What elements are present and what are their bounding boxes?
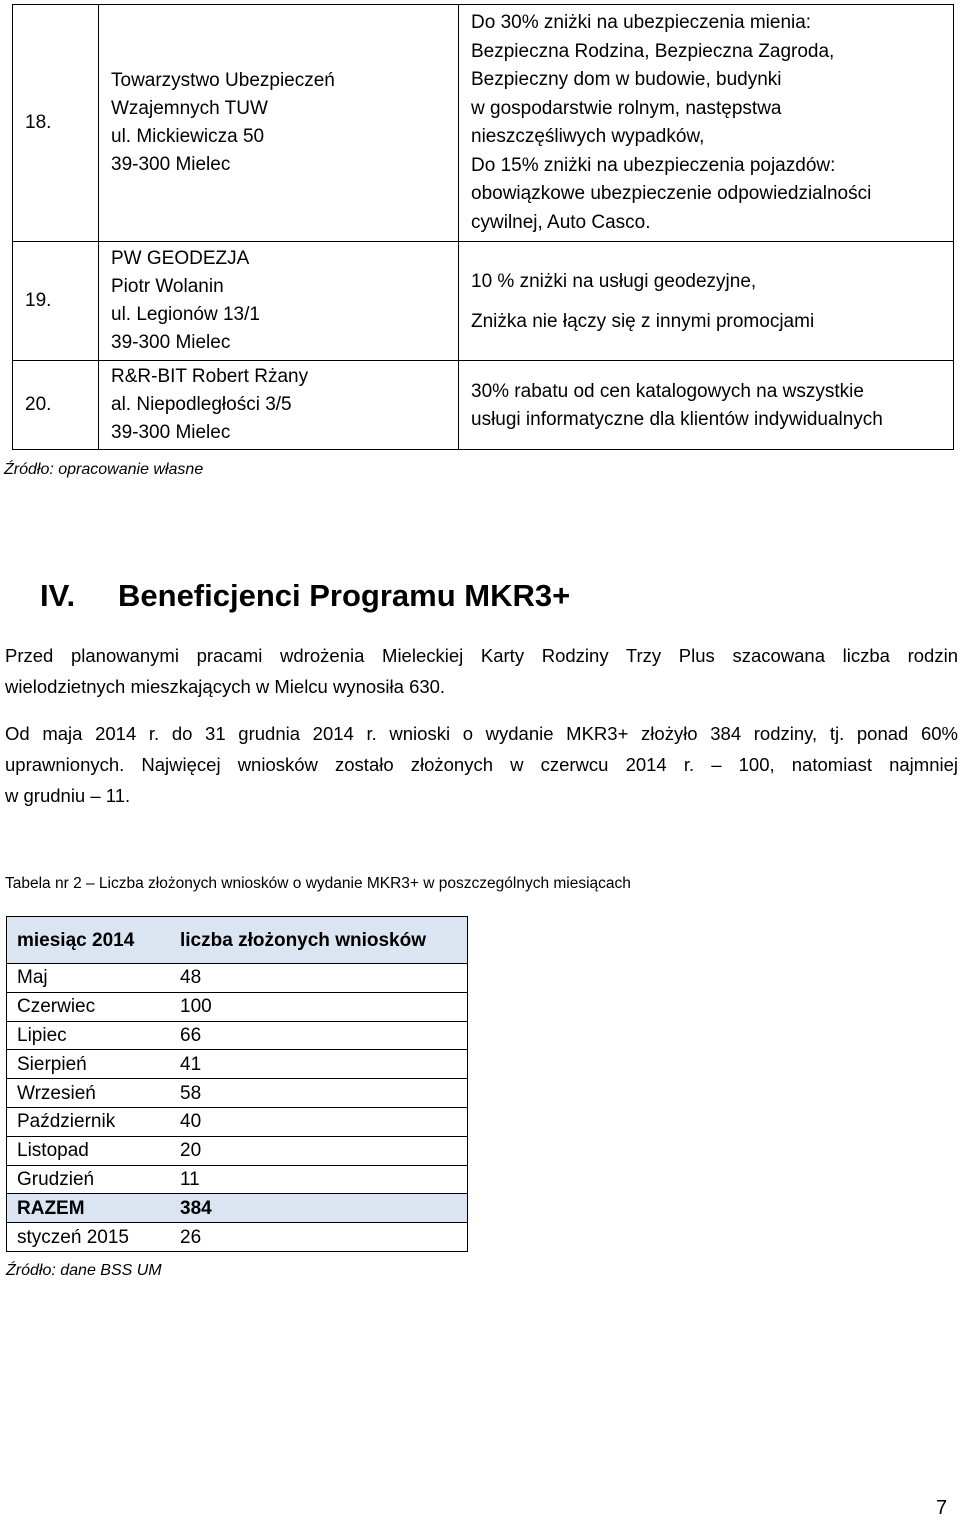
- month-cell: Listopad: [7, 1136, 171, 1165]
- discount-line: Zniżka nie łączy się z innymi promocjami: [471, 311, 815, 332]
- table-row: [7, 964, 468, 993]
- discount-line: Bezpieczny dom w budowie, budynki: [471, 69, 782, 90]
- partner-discount: [459, 361, 954, 450]
- total-value: 384: [170, 1194, 468, 1223]
- name-line: PW GEODEZJA: [111, 248, 250, 269]
- count-cell: 48: [170, 964, 468, 993]
- row-number: 20.: [13, 361, 99, 450]
- discount-line: Do 15% zniżki na ubezpieczenia pojazdów:: [471, 154, 836, 176]
- name-line: 39-300 Mielec: [111, 154, 231, 175]
- source-note: Źródło: opracowanie własne: [4, 461, 204, 478]
- table-row: [7, 1223, 468, 1252]
- partner-name: [99, 242, 459, 361]
- section-number: IV.: [40, 578, 76, 613]
- column-header: miesiąc 2014: [7, 917, 171, 964]
- table-header-row: [7, 917, 468, 964]
- paragraph-line: uprawnionych. Najwięcej wniosków zostało złożonych w czerwcu 2014 r. – 100, natomiast najmniej: [5, 754, 958, 775]
- section-title: Beneficjenci Programu MKR3+: [118, 578, 571, 613]
- month-cell: Październik: [7, 1107, 171, 1136]
- discount-line: 30% rabatu od cen katalogowych na wszystkie: [471, 380, 864, 402]
- name-line: R&R-BIT Robert Rżany: [111, 366, 309, 387]
- name-line: Towarzystwo Ubezpieczeń: [111, 70, 335, 91]
- table-row: [7, 1165, 468, 1194]
- discount-line: usługi informatyczne dla klientów indywidualnych: [471, 409, 883, 430]
- partner-discount: [459, 242, 954, 361]
- name-line: 39-300 Mielec: [111, 332, 231, 353]
- discount-line: nieszczęśliwych wypadków,: [471, 126, 705, 147]
- total-label: RAZEM: [7, 1194, 171, 1223]
- month-cell: Lipiec: [7, 1021, 171, 1050]
- discount-line: Bezpieczna Rodzina, Bezpieczna Zagroda,: [471, 40, 835, 62]
- applications-table: [6, 916, 468, 1252]
- discount-line: cywilnej, Auto Casco.: [471, 211, 651, 233]
- paragraph-line: w grudniu – 11.: [5, 785, 131, 806]
- table-row: [7, 1107, 468, 1136]
- paragraph-line: wielodzietnych mieszkających w Mielcu wynosiła 630.: [5, 676, 446, 697]
- count-cell: 66: [170, 1021, 468, 1050]
- partners-table: [12, 4, 954, 450]
- source-note: Źródło: dane BSS UM: [6, 1262, 162, 1279]
- table-caption: Tabela nr 2 – Liczba złożonych wniosków o wydanie MKR3+ w poszczególnych miesiącach: [5, 875, 631, 892]
- partner-row: [13, 242, 954, 361]
- total-row: [7, 1194, 468, 1223]
- row-number: 18.: [13, 5, 99, 242]
- row-number: 19.: [13, 242, 99, 361]
- section-heading: [40, 578, 570, 614]
- partner-row: [13, 361, 954, 450]
- partner-name: [99, 5, 459, 242]
- count-cell: 26: [170, 1223, 468, 1252]
- count-cell: 41: [170, 1050, 468, 1079]
- name-line: Wzajemnych TUW: [111, 98, 268, 119]
- partner-name: [99, 361, 459, 450]
- paragraph: [5, 718, 958, 811]
- month-cell: Wrzesień: [7, 1079, 171, 1108]
- partner-row: [13, 5, 954, 242]
- month-cell: Sierpień: [7, 1050, 171, 1079]
- table-row: [7, 1021, 468, 1050]
- month-cell: Czerwiec: [7, 992, 171, 1021]
- discount-line: obowiązkowe ubezpieczenie odpowiedzialności: [471, 183, 872, 204]
- page-number: 7: [936, 1497, 948, 1519]
- month-cell: Grudzień: [7, 1165, 171, 1194]
- table-row: [7, 1050, 468, 1079]
- discount-line: w gospodarstwie rolnym, następstwa: [471, 97, 782, 119]
- name-line: al. Niepodległości 3/5: [111, 394, 292, 415]
- count-cell: 11: [170, 1165, 468, 1194]
- count-cell: 58: [170, 1079, 468, 1108]
- paragraph-line: Przed planowanymi pracami wdrożenia Mieleckiej Karty Rodziny Trzy Plus szacowana liczba rodzin: [5, 645, 958, 666]
- count-cell: 20: [170, 1136, 468, 1165]
- column-header: liczba złożonych wniosków: [170, 917, 468, 964]
- discount-line: 10 % zniżki na usługi geodezyjne,: [471, 270, 757, 292]
- name-line: ul. Legionów 13/1: [111, 304, 260, 325]
- name-line: Piotr Wolanin: [111, 276, 224, 297]
- count-cell: 40: [170, 1107, 468, 1136]
- name-line: ul. Mickiewicza 50: [111, 126, 265, 147]
- month-cell: styczeń 2015: [7, 1223, 171, 1252]
- paragraph: [5, 640, 958, 702]
- table-row: [7, 1079, 468, 1108]
- month-cell: Maj: [7, 964, 171, 993]
- count-cell: 100: [170, 992, 468, 1021]
- table-row: [7, 992, 468, 1021]
- partner-discount: [459, 5, 954, 242]
- discount-line: Do 30% zniżki na ubezpieczenia mienia:: [471, 12, 812, 33]
- name-line: 39-300 Mielec: [111, 422, 231, 443]
- table-row: [7, 1136, 468, 1165]
- paragraph-line: Od maja 2014 r. do 31 grudnia 2014 r. wnioski o wydanie MKR3+ złożyło 384 rodziny, tj. ponad 60%: [5, 723, 958, 744]
